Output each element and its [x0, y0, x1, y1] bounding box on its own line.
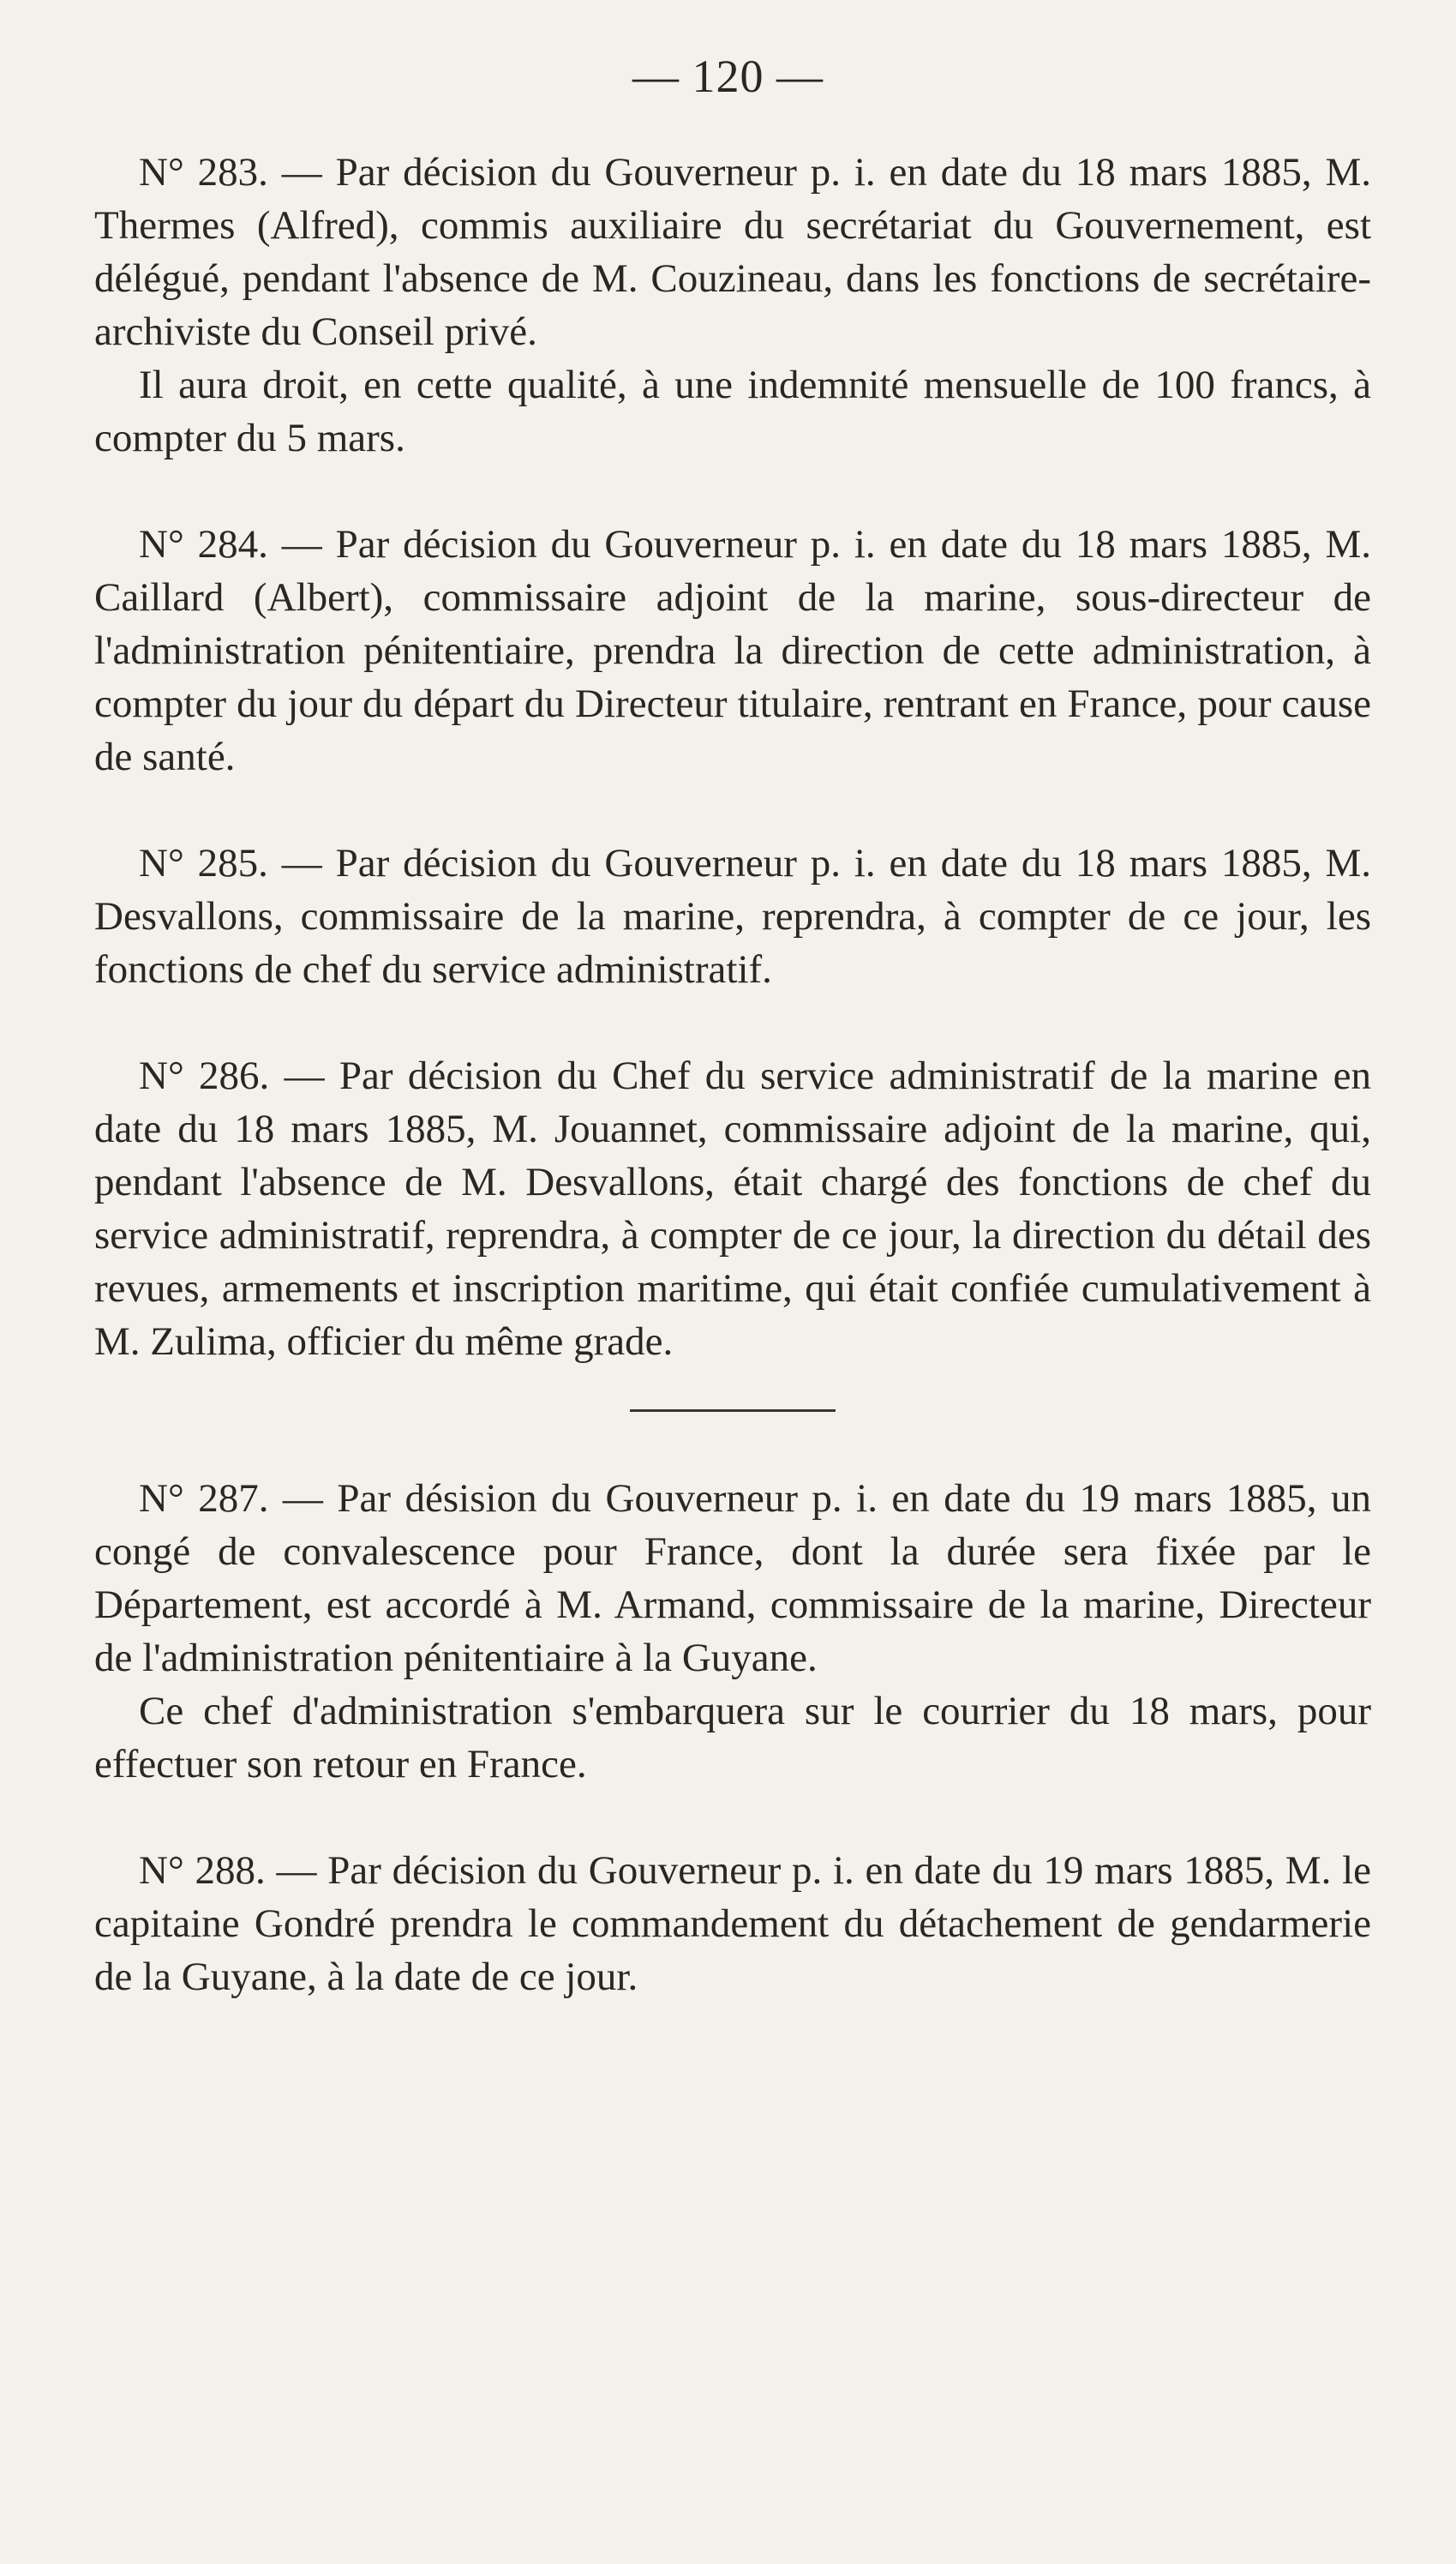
entry-paragraph: N° 288. — Par décision du Gouverneur p. i. en date du 19 mars 1885, M. le capitaine Gondré prendra le commandement du détachement de gendarmerie de la Guyane, à la date de ce jour. — [94, 1848, 1371, 1999]
page-number: — 120 — — [632, 51, 824, 102]
entry-paragraph: Ce chef d'administration s'embarquera sur le courrier du 18 mars, pour effectuer son retour en France. — [94, 1689, 1371, 1786]
section-separator — [630, 1409, 836, 1412]
entry-288 — [94, 1844, 1371, 2003]
entry-paragraph: Il aura droit, en cette qualité, à une indemnité mensuelle de 100 francs, à compter du 5 mars. — [94, 363, 1371, 460]
entry-paragraph: N° 284. — Par décision du Gouverneur p. i. en date du 18 mars 1885, M. Caillard (Albert), commissaire adjoint de la marine, sous-directeur de l'administration pénitentiaire, prendra la direction de cette administration, à compter du jour du départ du Directeur titulaire, rentrant en France, pour cause de santé. — [94, 522, 1371, 779]
entry-paragraph: N° 283. — Par décision du Gouverneur p. i. en date du 18 mars 1885, M. Thermes (Alfred), commis auxiliaire du secrétariat du Gouvernement, est délégué, pendant l'absence de M. Couzineau, dans les fonctions de secrétaire-archiviste du Conseil privé. — [94, 150, 1371, 354]
entry-paragraph: N° 287. — Par désision du Gouverneur p. i. en date du 19 mars 1885, un congé de convalescence pour France, dont la durée sera fixée par le Département, est accordé à M. Armand, commissaire de la marine, Directeur de l'administration pénitentiaire à la Guyane. — [94, 1476, 1371, 1680]
entry-paragraph: N° 285. — Par décision du Gouverneur p. i. en date du 18 mars 1885, M. Desvallons, commissaire de la marine, reprendra, à compter de ce jour, les fonctions de chef du service administratif. — [94, 841, 1371, 992]
entry-284 — [94, 518, 1371, 784]
entry-paragraph: N° 286. — Par décision du Chef du service administratif de la marine en date du 18 mars 1885, M. Jouannet, commissaire adjoint de la marine, qui, pendant l'absence de M. Desvallons, était chargé des fonctions de chef du service administratif, reprendra, à compter de ce jour, la direction du détail des revues, armements et inscription maritime, qui était confiée cumulativement à M. Zulima, officier du même grade. — [94, 1054, 1371, 1364]
entry-285 — [94, 837, 1371, 996]
text-column — [94, 146, 1371, 2003]
entry-283 — [94, 146, 1371, 465]
entry-286 — [94, 1049, 1371, 1368]
entry-287 — [94, 1472, 1371, 1791]
